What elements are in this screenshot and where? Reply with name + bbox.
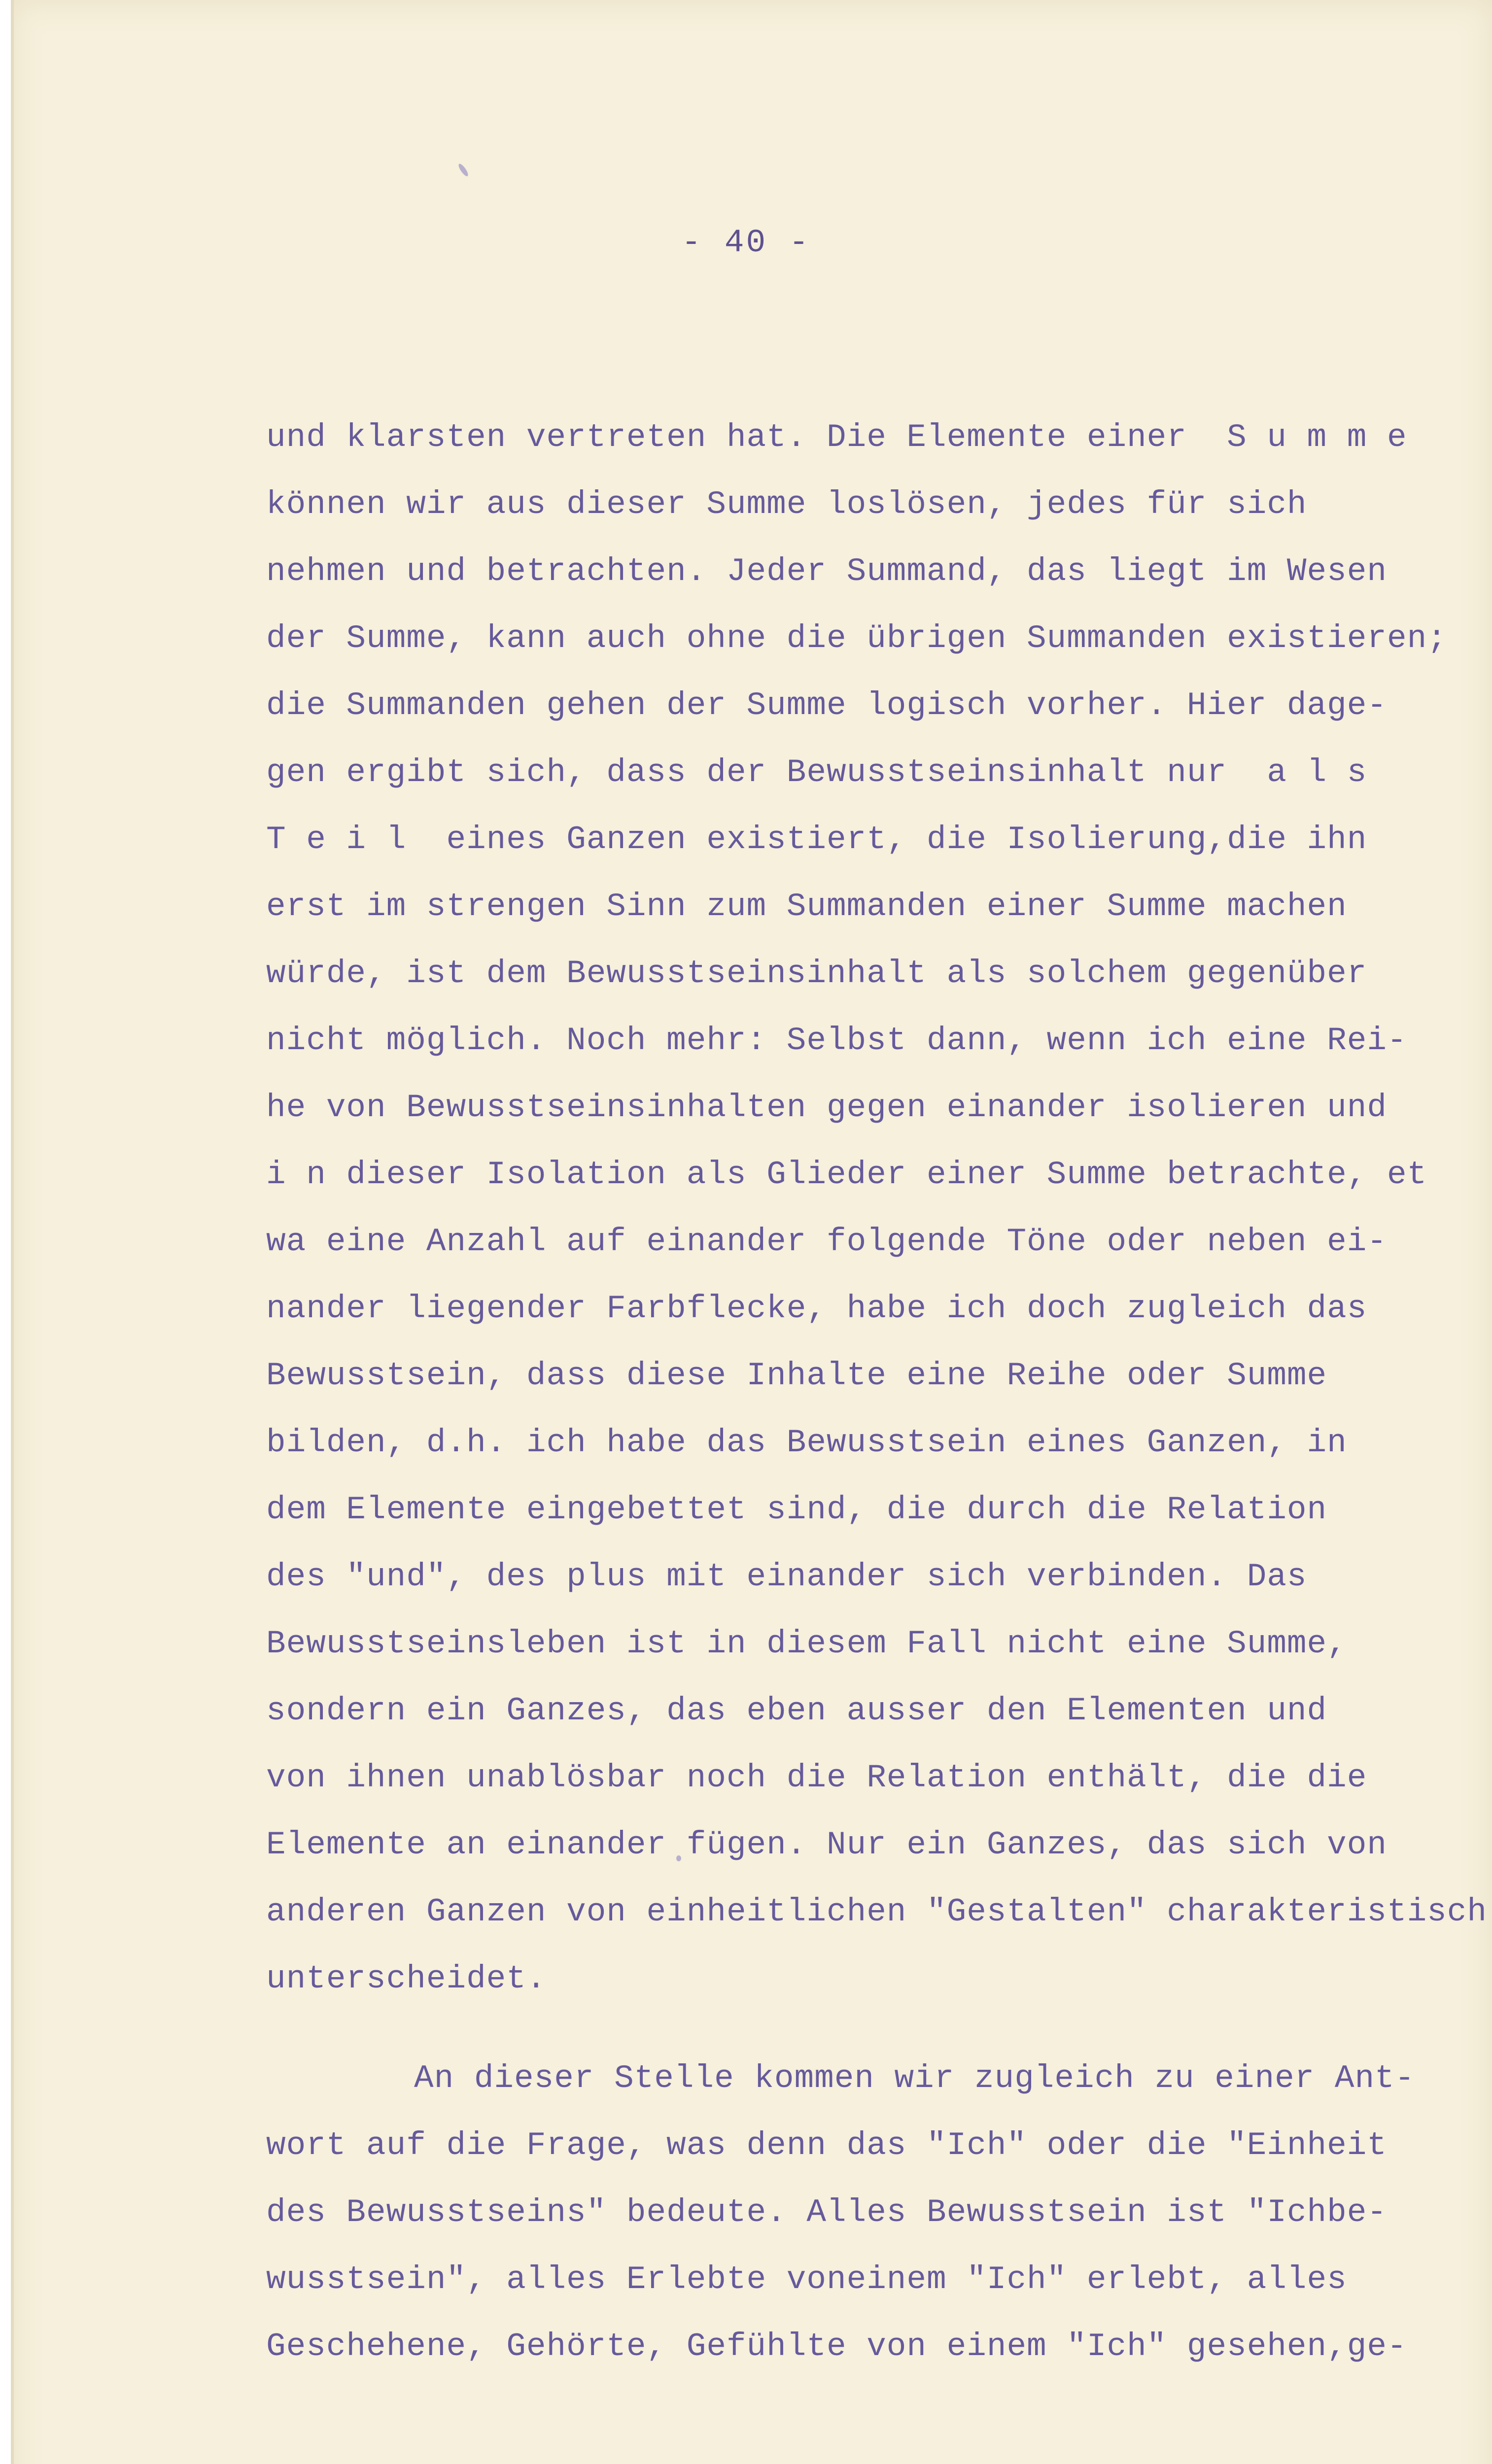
text-line: wort auf die Frage, was denn das "Ich" oder die "Einheit xyxy=(266,2127,1387,2164)
text-line: die Summanden gehen der Summe logisch vorher. Hier dage- xyxy=(266,687,1387,724)
text-line: he von Bewusstseinsinhalten gegen einander isolieren und xyxy=(266,1089,1387,1126)
text-line: wusstsein", alles Erlebte voneinem "Ich" erlebt, alles xyxy=(266,2261,1347,2298)
text-line: T e i l eines Ganzen existiert, die Isolierung,die ihn xyxy=(266,821,1367,858)
paragraph-2 xyxy=(266,2045,1449,2380)
text-line: und klarsten vertreten hat. Die Elemente einer S u m m e xyxy=(266,419,1407,456)
text-line: des Bewusstseins" bedeute. Alles Bewusstsein ist "Ichbe- xyxy=(266,2194,1387,2231)
text-line: bilden, d.h. ich habe das Bewusstsein eines Ganzen, in xyxy=(266,1424,1347,1461)
text-line: der Summe, kann auch ohne die übrigen Summanden existieren; xyxy=(266,620,1447,657)
text-line: können wir aus dieser Summe loslösen, jedes für sich xyxy=(266,486,1307,523)
text-line: von ihnen unablösbar noch die Relation enthält, die die xyxy=(266,1759,1367,1796)
text-line: dem Elemente eingebettet sind, die durch die Relation xyxy=(266,1491,1327,1528)
text-line: nicht möglich. Noch mehr: Selbst dann, wenn ich eine Rei- xyxy=(266,1022,1407,1059)
text-line: anderen Ganzen von einheitlichen "Gestalten" charakteristisch xyxy=(266,1893,1487,1930)
text-line: Bewusstsein, dass diese Inhalte eine Reihe oder Summe xyxy=(266,1357,1327,1394)
text-line: nehmen und betrachten. Jeder Summand, das liegt im Wesen xyxy=(266,553,1387,590)
page-number: - 40 - xyxy=(681,224,811,261)
text-line: Elemente an einander fügen. Nur ein Ganzes, das sich von xyxy=(266,1826,1387,1863)
text-line: nander liegender Farbflecke, habe ich doch zugleich das xyxy=(266,1290,1367,1327)
paragraph-1 xyxy=(266,404,1487,2013)
text-line: wa eine Anzahl auf einander folgende Töne oder neben ei- xyxy=(266,1223,1387,1260)
text-line: des "und", des plus mit einander sich verbinden. Das xyxy=(266,1558,1307,1595)
text-line: würde, ist dem Bewusstseinsinhalt als solchem gegenüber xyxy=(266,955,1367,992)
sheet-edge xyxy=(11,0,14,2464)
text-line: erst im strengen Sinn zum Summanden einer Summe machen xyxy=(266,888,1347,925)
text-line: unterscheidet. xyxy=(266,1960,547,1997)
text-line: i n dieser Isolation als Glieder einer Summe betrachte, et xyxy=(266,1156,1427,1193)
text-line: sondern ein Ganzes, das eben ausser den Elementen und xyxy=(266,1692,1327,1729)
text-line: An dieser Stelle kommen wir zugleich zu einer Ant- xyxy=(414,2060,1415,2097)
text-line: Bewusstseinsleben ist in diesem Fall nicht eine Summe, xyxy=(266,1625,1347,1662)
text-line: Geschehene, Gehörte, Gefühlte von einem "Ich" gesehen,ge- xyxy=(266,2328,1407,2365)
text-line: gen ergibt sich, dass der Bewusstseinsinhalt nur a l s xyxy=(266,754,1367,791)
